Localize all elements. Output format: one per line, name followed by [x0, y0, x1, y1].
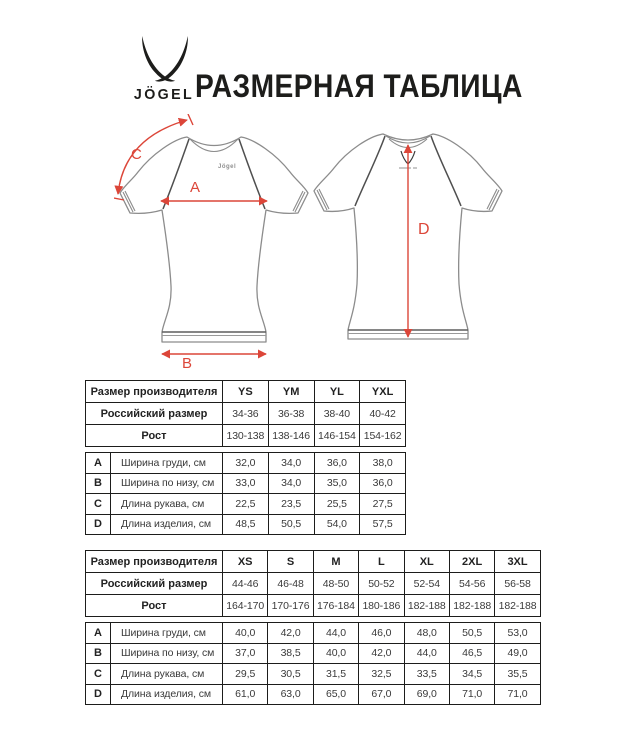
- russian-size-label: Российский размер: [86, 403, 223, 425]
- value-cell: 44,0: [404, 643, 449, 664]
- measure-letter-cell: B: [86, 473, 111, 494]
- value-cell: 38,0: [360, 453, 406, 474]
- value-cell: 29,5: [223, 664, 268, 685]
- front-shirt-diagram: [114, 114, 314, 372]
- size-code-cell: 3XL: [495, 551, 540, 573]
- value-cell: 25,5: [314, 494, 360, 515]
- value-cell: 38-40: [314, 403, 360, 425]
- height-label: Рост: [86, 595, 223, 617]
- table-row: [86, 573, 541, 595]
- size-code-cell: XL: [404, 551, 449, 573]
- measure-c-tick-top: [188, 114, 193, 125]
- value-cell: 138-146: [268, 425, 314, 447]
- value-cell: 34-36: [223, 403, 269, 425]
- value-cell: 71,0: [449, 684, 494, 705]
- value-cell: 22,5: [223, 494, 269, 515]
- table-row: [86, 381, 406, 403]
- measure-letter-cell: C: [86, 664, 111, 685]
- value-cell: 42,0: [359, 643, 404, 664]
- measure-a-label: A: [190, 179, 201, 196]
- size-code-cell: L: [359, 551, 404, 573]
- value-cell: 30,5: [268, 664, 313, 685]
- russian-size-label: Российский размер: [86, 573, 223, 595]
- value-cell: 50-52: [359, 573, 404, 595]
- value-cell: 34,0: [268, 453, 314, 474]
- value-cell: 46,5: [449, 643, 494, 664]
- value-cell: 36-38: [268, 403, 314, 425]
- manufacturer-size-label: Размер производителя: [86, 381, 223, 403]
- table-row: [86, 403, 406, 425]
- youth-size-table-body: [85, 452, 406, 535]
- value-cell: 176-184: [313, 595, 358, 617]
- value-cell: 40,0: [313, 643, 358, 664]
- value-cell: 33,0: [223, 473, 269, 494]
- adult-size-table-body: [85, 622, 541, 705]
- size-code-cell: XS: [223, 551, 268, 573]
- value-cell: 44,0: [313, 623, 358, 644]
- shirt-front-outline: [120, 137, 308, 342]
- value-cell: 42,0: [268, 623, 313, 644]
- size-code-cell: M: [313, 551, 358, 573]
- value-cell: 53,0: [495, 623, 540, 644]
- value-cell: 44-46: [223, 573, 268, 595]
- value-cell: 52-54: [404, 573, 449, 595]
- value-cell: 180-186: [359, 595, 404, 617]
- value-cell: 49,0: [495, 643, 540, 664]
- measure-name-cell: Ширина груди, см: [111, 623, 223, 644]
- value-cell: 40,0: [223, 623, 268, 644]
- value-cell: 182-188: [404, 595, 449, 617]
- value-cell: 40-42: [360, 403, 406, 425]
- page-title: РАЗМЕРНАЯ ТАБЛИЦА: [195, 68, 523, 105]
- size-code-cell: YL: [314, 381, 360, 403]
- measure-name-cell: Ширина по низу, см: [111, 473, 223, 494]
- value-cell: 23,5: [268, 494, 314, 515]
- value-cell: 37,0: [223, 643, 268, 664]
- table-row: [86, 684, 541, 705]
- measure-letter-cell: A: [86, 453, 111, 474]
- measure-letter-cell: A: [86, 623, 111, 644]
- value-cell: 35,5: [495, 664, 540, 685]
- value-cell: 182-188: [495, 595, 540, 617]
- value-cell: 130-138: [223, 425, 269, 447]
- measure-letter-cell: D: [86, 684, 111, 705]
- size-code-cell: YXL: [360, 381, 406, 403]
- value-cell: 154-162: [360, 425, 406, 447]
- brand-name: JÖGEL: [133, 86, 195, 103]
- measure-letter-cell: C: [86, 494, 111, 515]
- value-cell: 34,5: [449, 664, 494, 685]
- size-code-cell: 2XL: [449, 551, 494, 573]
- value-cell: 164-170: [223, 595, 268, 617]
- value-cell: 35,0: [314, 473, 360, 494]
- value-cell: 63,0: [268, 684, 313, 705]
- value-cell: 36,0: [360, 473, 406, 494]
- value-cell: 50,5: [268, 514, 314, 535]
- adult-size-table-header: [85, 550, 541, 617]
- measure-d-label: D: [418, 221, 430, 238]
- value-cell: 46,0: [359, 623, 404, 644]
- value-cell: 69,0: [404, 684, 449, 705]
- table-row: [86, 473, 406, 494]
- size-code-cell: YS: [223, 381, 269, 403]
- table-row: [86, 595, 541, 617]
- measure-name-cell: Длина рукава, см: [111, 664, 223, 685]
- table-row: [86, 623, 541, 644]
- value-cell: 31,5: [313, 664, 358, 685]
- size-code-cell: S: [268, 551, 313, 573]
- measure-name-cell: Длина рукава, см: [111, 494, 223, 515]
- value-cell: 71,0: [495, 684, 540, 705]
- table-row: [86, 514, 406, 535]
- measure-name-cell: Длина изделия, см: [111, 514, 223, 535]
- youth-size-table-header: [85, 380, 406, 447]
- value-cell: 48-50: [313, 573, 358, 595]
- value-cell: 61,0: [223, 684, 268, 705]
- value-cell: 32,0: [223, 453, 269, 474]
- table-row: [86, 551, 541, 573]
- measure-c-label: C: [131, 146, 142, 163]
- chest-logo-text: Jögel: [218, 164, 237, 170]
- jogel-logo-icon: [138, 36, 192, 85]
- height-label: Рост: [86, 425, 223, 447]
- value-cell: 54-56: [449, 573, 494, 595]
- value-cell: 65,0: [313, 684, 358, 705]
- value-cell: 56-58: [495, 573, 540, 595]
- manufacturer-size-label: Размер производителя: [86, 551, 223, 573]
- table-row: [86, 494, 406, 515]
- value-cell: 36,0: [314, 453, 360, 474]
- table-row: [86, 664, 541, 685]
- back-shirt-diagram: [308, 114, 508, 372]
- value-cell: 32,5: [359, 664, 404, 685]
- size-code-cell: YM: [268, 381, 314, 403]
- measure-name-cell: Длина изделия, см: [111, 684, 223, 705]
- value-cell: 67,0: [359, 684, 404, 705]
- value-cell: 170-176: [268, 595, 313, 617]
- value-cell: 57,5: [360, 514, 406, 535]
- table-row: [86, 453, 406, 474]
- value-cell: 54,0: [314, 514, 360, 535]
- value-cell: 46-48: [268, 573, 313, 595]
- measure-letter-cell: B: [86, 643, 111, 664]
- table-row: [86, 425, 406, 447]
- table-row: [86, 643, 541, 664]
- measure-name-cell: Ширина груди, см: [111, 453, 223, 474]
- value-cell: 182-188: [449, 595, 494, 617]
- value-cell: 34,0: [268, 473, 314, 494]
- value-cell: 33,5: [404, 664, 449, 685]
- measure-b-label: B: [182, 355, 193, 372]
- value-cell: 48,5: [223, 514, 269, 535]
- measure-name-cell: Ширина по низу, см: [111, 643, 223, 664]
- value-cell: 27,5: [360, 494, 406, 515]
- value-cell: 38,5: [268, 643, 313, 664]
- value-cell: 50,5: [449, 623, 494, 644]
- value-cell: 146-154: [314, 425, 360, 447]
- value-cell: 48,0: [404, 623, 449, 644]
- measure-letter-cell: D: [86, 514, 111, 535]
